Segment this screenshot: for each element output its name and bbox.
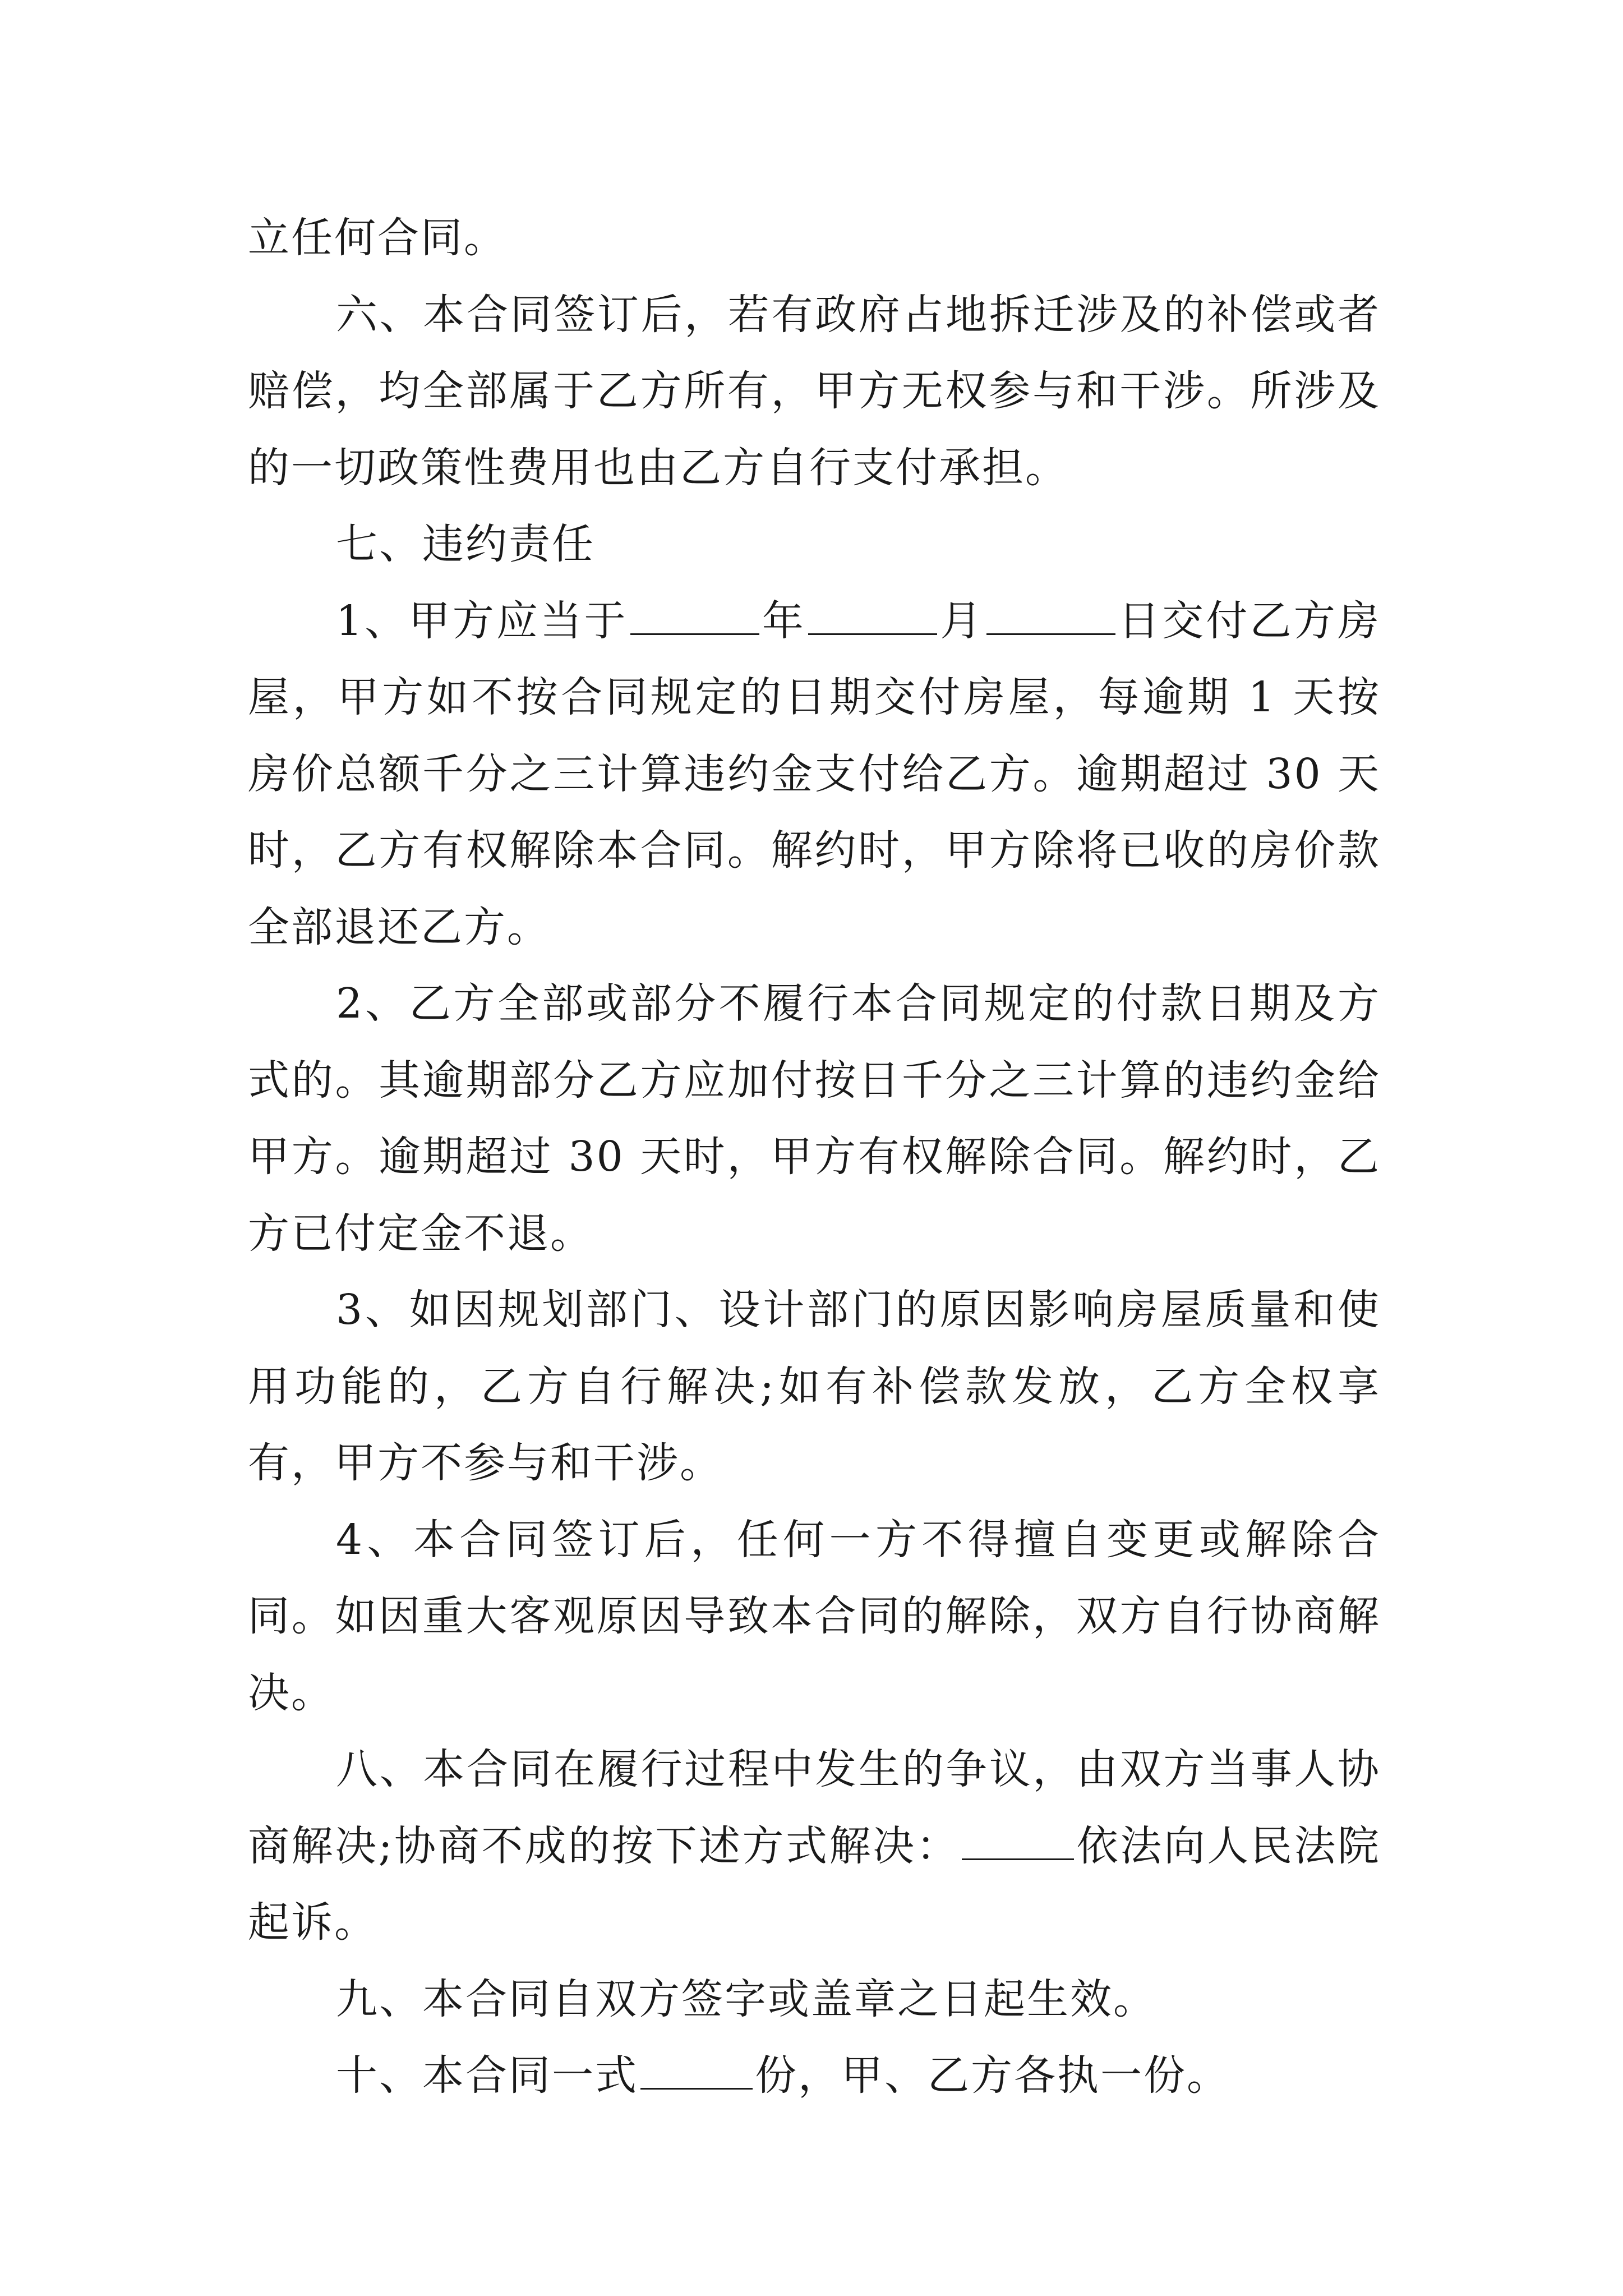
clause-7-3 — [248, 1272, 1381, 1502]
clause-6 — [248, 277, 1381, 507]
paragraph-text: 立任何合同。 — [248, 214, 507, 262]
year-blank — [630, 600, 759, 635]
copies-blank — [640, 2054, 753, 2090]
section-heading: 七、违约责任 — [336, 520, 595, 568]
clause-9 — [248, 1961, 1381, 2038]
clause-7-4 — [248, 1502, 1381, 1732]
paragraph-text: 依法向人民法院起诉。 — [248, 1821, 1381, 1947]
paragraph-text: 4、本合同签订后，任何一方不得擅自变更或解除合同。如因重大客观原因导致本合同的解除，双方自行协商解决。 — [248, 1515, 1381, 1717]
paragraph-text: 十、本合同一式 — [336, 2051, 638, 2100]
contract-body — [248, 200, 1381, 2114]
paragraph-text: 六、本合同签订后，若有政府占地拆迁涉及的补偿或者赔偿，均全部属于乙方所有，甲方无权参与和干涉。所涉及的一切政策性费用也由乙方自行支付承担。 — [248, 290, 1381, 492]
paragraph-text: 份，甲、乙方各执一份。 — [755, 2051, 1230, 2100]
paragraph-text: 3、如因规划部门、设计部门的原因影响房屋质量和使用功能的，乙方自行解决;如有补偿款发放，乙方全权享有，甲方不参与和干涉。 — [248, 1286, 1381, 1487]
paragraph-text: 1、甲方应当于 — [336, 596, 628, 645]
clause-8 — [248, 1731, 1381, 1961]
clause-7-1 — [248, 583, 1381, 966]
dispute-method-blank — [962, 1825, 1074, 1860]
month-label: 月 — [939, 596, 984, 645]
clause-7-heading — [248, 506, 1381, 583]
month-blank — [808, 600, 937, 635]
paragraph-text: 九、本合同自双方签字或盖章之日起生效。 — [336, 1975, 1156, 2023]
clause-7-2 — [248, 965, 1381, 1272]
year-label: 年 — [761, 596, 806, 645]
paragraph-text: 日交付乙方房屋，甲方如不按合同规定的日期交付房屋，每逾期 1 天按房价总额千分之三计算违约金支付给乙方。逾期超过 30 天时，乙方有权解除本合同。解约时，甲方除将已收的房价款全部退还乙方。 — [248, 596, 1381, 951]
day-blank — [986, 600, 1115, 635]
paragraph-text: 八、本合同在履行过程中发生的争议，由双方当事人协商解决;协商不成的按下述方式解决： — [248, 1745, 1381, 1870]
paragraph-continuation — [248, 200, 1381, 277]
clause-10 — [248, 2037, 1381, 2114]
paragraph-text: 2、乙方全部或部分不履行本合同规定的付款日期及方式的。其逾期部分乙方应加付按日千分之三计算的违约金给甲方。逾期超过 30 天时，甲方有权解除合同。解约时，乙方已付定金不退。 — [248, 979, 1381, 1258]
